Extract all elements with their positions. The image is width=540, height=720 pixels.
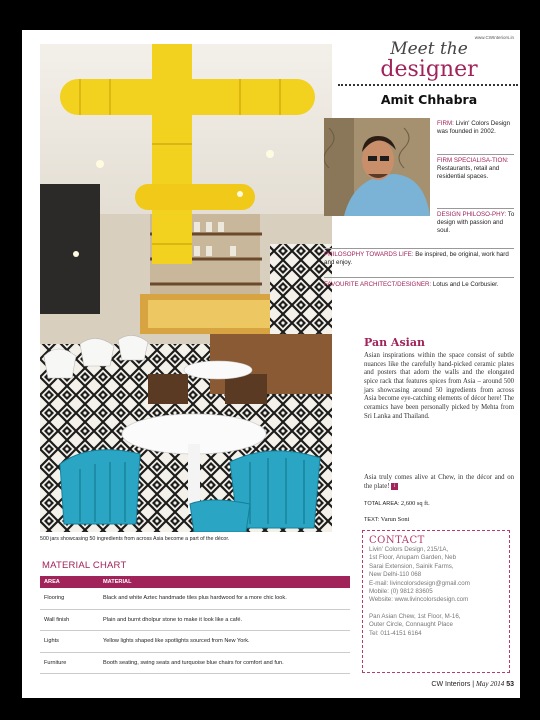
header-line1: Meet the [390,39,468,59]
site-url: www.CWInteriors.in [474,35,514,40]
table-row [40,652,350,674]
divider [324,248,514,249]
area-value: 2,600 sq ft. [400,500,430,507]
text-credit-value: Varun Soni [380,516,410,523]
firm-specialisation [437,157,517,182]
spec-text: Restaurants, retail and residential spaces. [437,165,500,181]
column-header-material: MATERIAL [99,576,350,588]
contact-mobile: Mobile: (0) 9812 83605 [369,588,433,596]
contact-line: Livin' Colors Design, 215/1A, [369,546,449,553]
favourite-designer [324,281,514,289]
area-cell: Furniture [40,652,99,674]
life-label: PHILOSOPHY TOWARDS LIFE: [324,251,414,258]
article-paragraph-closing [364,474,514,491]
contact-email[interactable]: E-mail: livincolorsdesign@gmail.com [369,579,470,587]
magazine-page [22,30,520,698]
divider [437,154,514,155]
header-line2: designer [380,57,478,82]
contact-website[interactable]: Website: www.livincolorsdesign.com [369,596,469,604]
life-text: Be inspired, be original, work hard and enjoy. [324,251,509,267]
text-credit-label: TEXT: [364,517,380,523]
page-number: 53 [506,681,514,688]
column-header-area: AREA [40,576,99,588]
area-cell: Wall finish [40,609,99,631]
total-area [364,500,430,507]
material-cell: Yellow lights shaped like spotlights sourced from New York. [99,631,350,653]
area-cell: Lights [40,631,99,653]
material-table [40,576,350,674]
dotted-divider [338,84,518,86]
firm-text: Livin' Colors Design was founded in 2002. [437,120,511,136]
spec-label: FIRM SPECIALISA-TION: [437,157,509,164]
contact-line: Sarai Extension, Sainik Farms, [369,562,454,570]
contact-line: Outer Circle, Connaught Place [369,621,453,629]
material-cell: Black and white Aztec handmade tiles plus hardwood for a more chic look. [99,588,350,609]
designer-name: Amit Chhabra [380,92,478,107]
footer-separator: | [472,681,477,688]
page-footer [431,680,514,688]
designer-portrait [324,118,430,216]
article-paragraph: Asian inspirations within the space consist of subtle nuances like the carefully hand-picked ceramic plates and posters that adorn the walls and the elongated spice rack that features spices from Asia – around 500 jars showcasing around 50 ingredients from across Asia become eye-catching elements of décor here! The ceramics have been personally picked by Mehta from Sri Lanka and Thailand. [364,352,514,420]
contact-phone: Tel: 011-4151 6164 [369,629,422,637]
firm-label: FIRM: [437,120,454,127]
phil-text: To design with passion and soul. [437,211,515,235]
end-mark-icon: i [391,483,398,490]
fav-text: Lotus and Le Corbusier. [432,281,499,288]
table-row [40,631,350,653]
section-header [344,40,514,81]
contact-title: CONTACT [369,535,425,546]
table-row [40,609,350,631]
footer-magazine: CW Interiors [431,681,471,688]
table-row [40,588,350,609]
contact-line: 1st Floor, Anupam Garden, Neb [369,554,457,562]
design-philosophy [437,211,517,236]
material-cell: Plain and burnt dholpur stone to make it look like a café. [99,609,350,631]
contact-box [362,530,510,673]
contact-spacer [369,605,503,613]
divider [437,208,514,209]
footer-issue: May 2014 [476,680,505,688]
material-chart-title: MATERIAL CHART [42,560,127,571]
contact-line: Pan Asian Chew, 1st Floor, M-16, [369,612,461,620]
closing-text: Asia truly comes alive at Chew, in the décor and on the plate! [364,474,514,490]
material-cell: Booth seating, swing seats and turquoise blue chairs for comfort and fun. [99,652,350,674]
contact-line: New Delhi-110 068 [369,571,422,579]
phil-label: DESIGN PHILOSO-PHY: [437,211,507,218]
fav-label: FAVOURITE ARCHITECT/DESIGNER: [324,281,432,288]
firm-info [437,120,517,136]
philosophy-life [324,251,514,267]
divider [324,277,514,278]
area-label: TOTAL AREA: [364,501,400,507]
area-cell: Flooring [40,588,99,609]
restaurant-photo [40,44,332,532]
photo-caption: 500 jars showcasing 50 ingredients from across Asia become a part of the décor. [40,536,230,542]
article-title: Pan Asian [364,336,425,349]
table-header-row [40,576,350,588]
text-credit [364,516,409,523]
